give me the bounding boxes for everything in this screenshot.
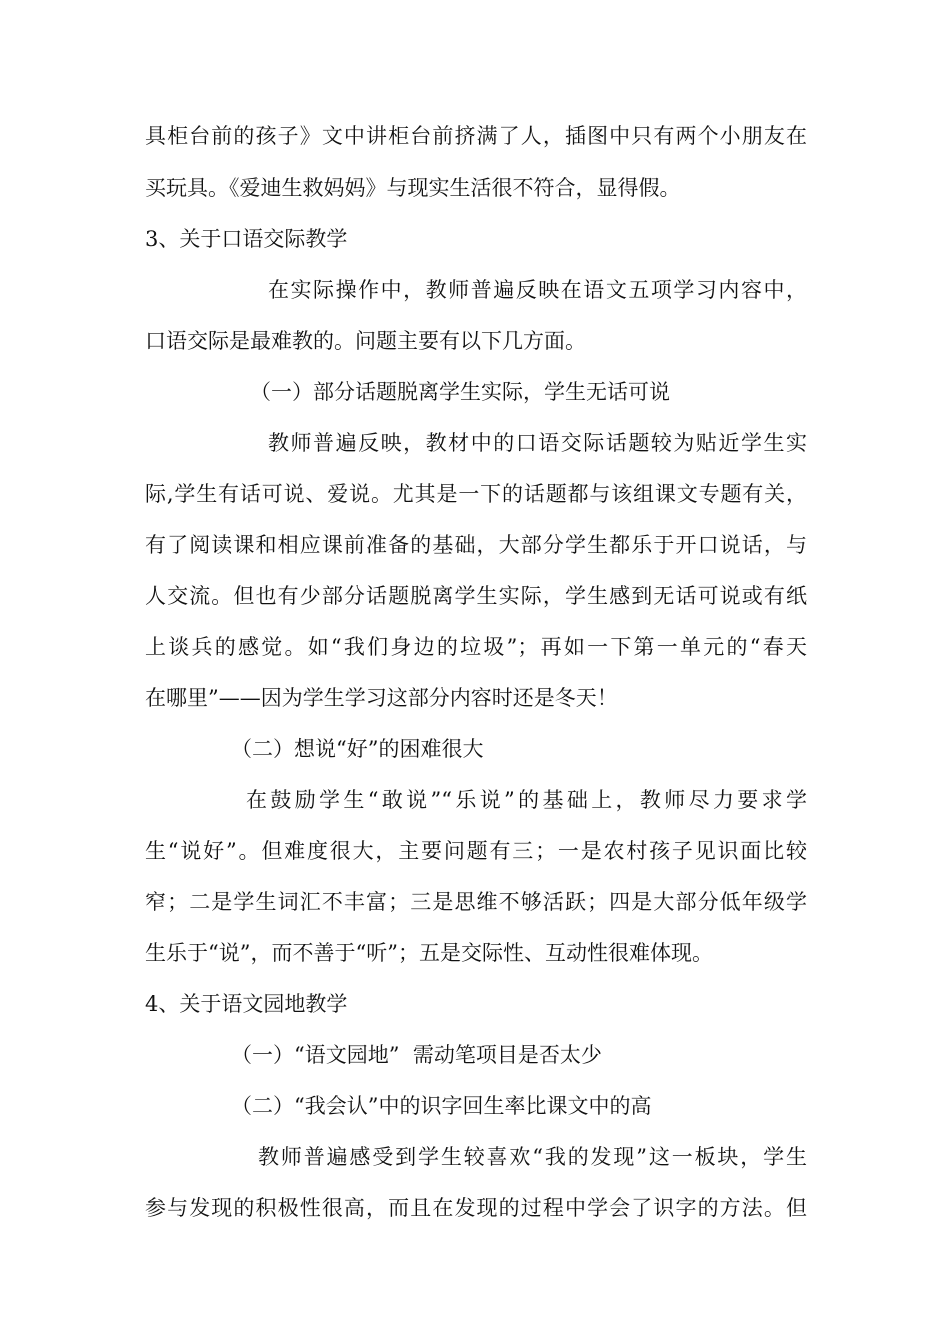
paragraph-line: 在哪里”——因为学生学习这部分内容时还是冬天！ bbox=[145, 686, 618, 710]
paragraph-line: 上谈兵的感觉。如“我们身边的垃圾”；再如一下第一单元的“春天 bbox=[145, 635, 807, 659]
paragraph-line: 教师普遍感受到学生较喜欢“我的发现”这一板块，学生 bbox=[258, 1145, 807, 1169]
paragraph-line: 口语交际是最难教的。问题主要有以下几方面。 bbox=[145, 329, 586, 353]
paragraph-line: 人交流。但也有少部分话题脱离学生实际，学生感到无话可说或有纸 bbox=[145, 584, 807, 608]
paragraph-line: 有了阅读课和相应课前准备的基础，大部分学生都乐于开口说话，与 bbox=[145, 533, 807, 557]
subheading-garden-2: （二）“我会认”中的识字回生率比课文中的高 bbox=[231, 1094, 652, 1118]
paragraph-line: 生“说好”。但难度很大，主要问题有三；一是农村孩子见识面比较 bbox=[145, 839, 807, 863]
paragraph-line: 在实际操作中，教师普遍反映在语文五项学习内容中， bbox=[268, 278, 807, 302]
paragraph-line: 生乐于“说”，而不善于“听”；五是交际性、互动性很难体现。 bbox=[145, 941, 713, 965]
paragraph-line: 际,学生有话可说、爱说。尤其是一下的话题都与该组课文专题有关， bbox=[145, 482, 807, 506]
text-line-1: 具柜台前的孩子》文中讲柜台前挤满了人，插图中只有两个小朋友在 bbox=[145, 124, 807, 148]
paragraph-line: 窄；二是学生词汇不丰富；三是思维不够活跃；四是大部分低年级学 bbox=[145, 890, 807, 914]
text-line-2: 买玩具。《爱迪生救妈妈》与现实生活很不符合，显得假。 bbox=[145, 176, 681, 200]
paragraph-line: 参与发现的积极性很高，而且在发现的过程中学会了识字的方法。但 bbox=[145, 1196, 807, 1220]
paragraph-line: 在鼓励学生“敢说”“乐说”的基础上，教师尽力要求学 bbox=[246, 788, 807, 812]
subheading-part-2: （二）想说“好”的困难很大 bbox=[231, 737, 484, 761]
subheading-garden-1: （一）“语文园地” 需动笔项目是否太少 bbox=[231, 1043, 602, 1067]
section-heading-3: 3、关于口语交际教学 bbox=[145, 227, 348, 251]
section-heading-4: 4、关于语文园地教学 bbox=[145, 992, 348, 1016]
paragraph-line: 教师普遍反映，教材中的口语交际话题较为贴近学生实 bbox=[268, 431, 807, 455]
subheading-part-1: （一）部分话题脱离学生实际，学生无话可说 bbox=[250, 380, 670, 404]
